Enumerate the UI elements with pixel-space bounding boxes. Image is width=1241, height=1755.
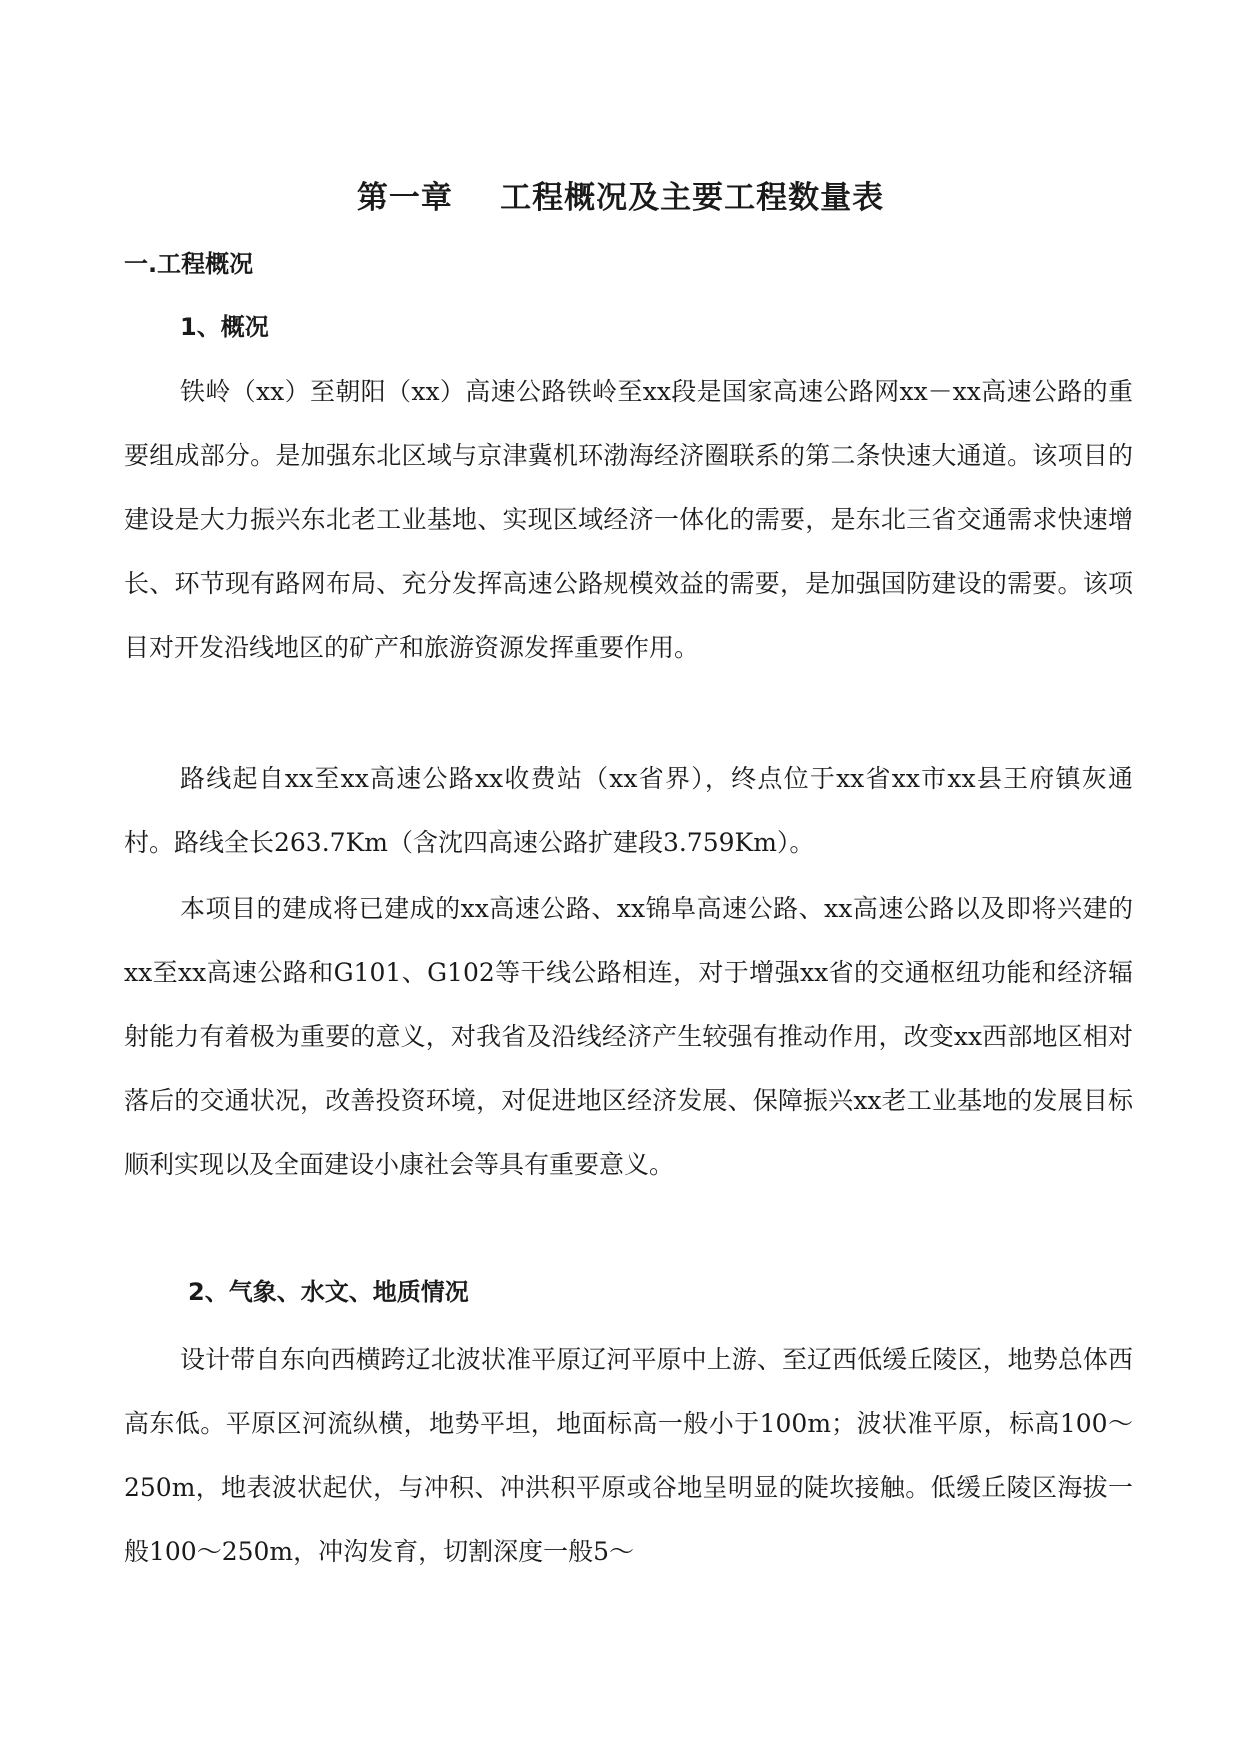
- paragraph-route-description: 路线起自xx至xx高速公路xx收费站（xx省界），终点位于xx省xx市xx县王府镇灰通村。路线全长263.7Km（含沈四高速公路扩建段3.759Km）。: [124, 764, 1133, 857]
- paragraph-project-significance: 本项目的建成将已建成的xx高速公路、xx锦阜高速公路、xx高速公路以及即将兴建的xx至xx高速公路和G101、G102等干线公路相连，对于增强xx省的交通枢纽功能和经济辐射能力有着极为重要的意义，对我省及沿线经济产生较强有推动作用，改变xx西部地区相对落后的交通状况，改善投资环境，对促进地区经济发展、保障振兴xx老工业基地的发展目标顺利实现以及全面建设小康社会等具有重要意义。: [124, 894, 1133, 1179]
- subsection-heading-climate-hydrology-geology: 2、气象、水文、地质情况: [188, 1278, 469, 1306]
- chapter-title: 第一章 工程概况及主要工程数量表: [356, 180, 885, 216]
- section-heading: 一.工程概况: [124, 250, 254, 278]
- subsection-heading-overview: 1、概况: [180, 313, 269, 341]
- paragraph-terrain-description: 设计带自东向西横跨辽北波状准平原辽河平原中上游、至辽西低缓丘陵区，地势总体西高东低。平原区河流纵横，地势平坦，地面标高一般小于100m；波状准平原，标高100～250m，地表波状起伏，与冲积、冲洪积平原或谷地呈明显的陡坎接触。低缓丘陵区海拔一般100～250m，冲沟发育，切割深度一般5～: [124, 1345, 1133, 1566]
- paragraph-overview-intro: 铁岭（xx）至朝阳（xx）高速公路铁岭至xx段是国家高速公路网xx－xx高速公路的重要组成部分。是加强东北区域与京津冀机环渤海经济圈联系的第二条快速大通道。该项目的建设是大力振兴东北老工业基地、实现区域经济一体化的需要，是东北三省交通需求快速增长、环节现有路网布局、充分发挥高速公路规模效益的需要，是加强国防建设的需要。该项目对开发沿线地区的矿产和旅游资源发挥重要作用。: [124, 377, 1133, 662]
